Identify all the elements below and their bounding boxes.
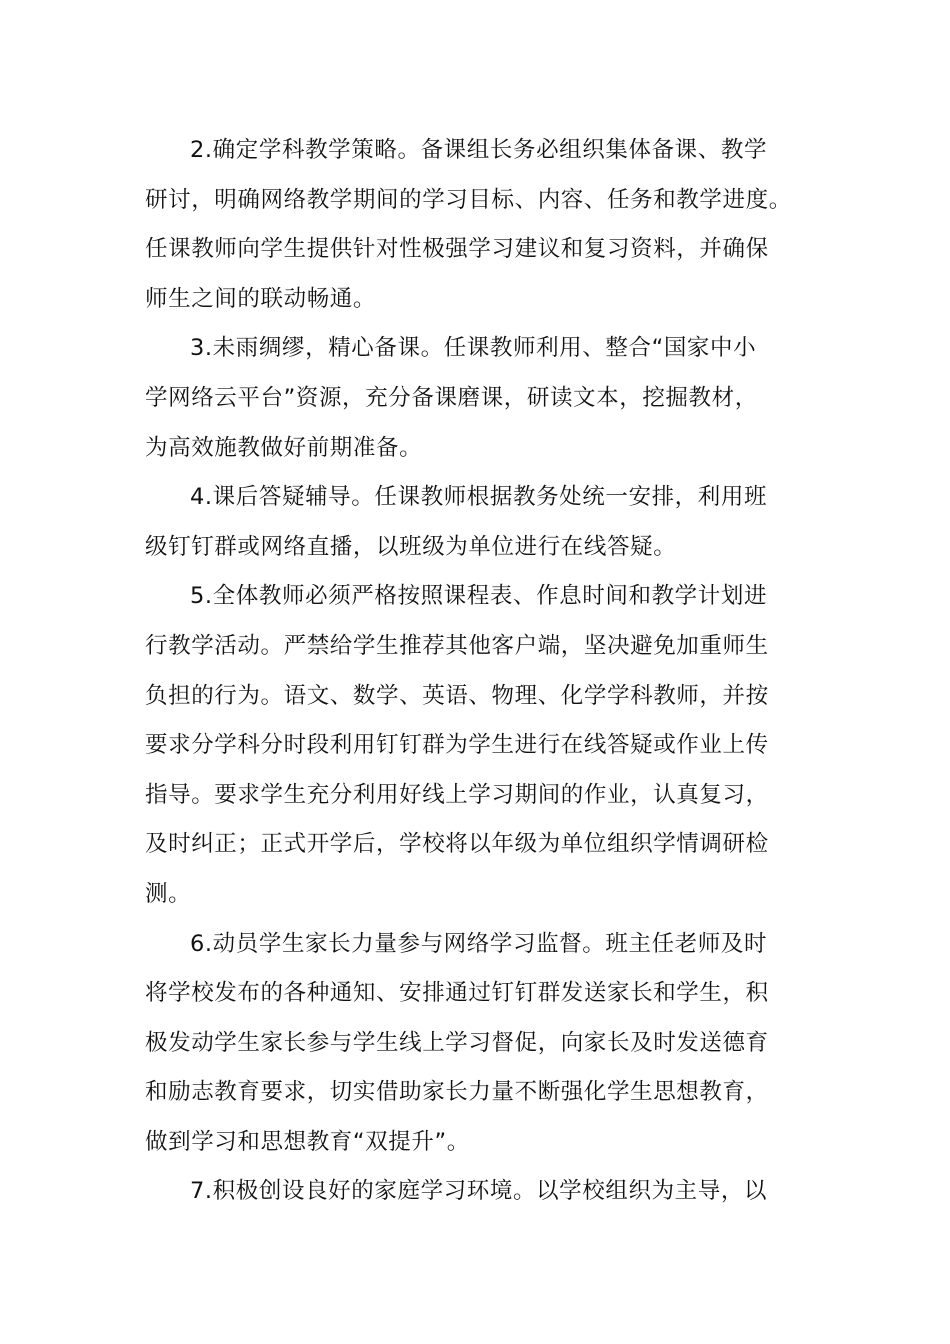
paragraph-3 [145,473,810,572]
text-line: 7.积极创设良好的家庭学习环境。以学校组织为主导，以 [190,1178,768,1205]
text-line: 将学校发布的各种通知、安排通过钉钉群发送家长和学生，积 [145,980,769,1007]
text-line: 及时纠正；正式开学后，学校将以年级为单位组织学情调研检 [145,831,769,858]
paragraph-6 [145,1167,810,1217]
text-line: 指导。要求学生充分利用好线上学习期间的作业，认真复习， [145,781,769,808]
text-line: 2.确定学科教学策略。备课组长务必组织集体备课、教学 [190,137,768,163]
text-line: 4.课后答疑辅导。任课教师根据教务处统一安排，利用班 [190,484,768,511]
paragraph-2 [145,324,810,473]
text-line: 行教学活动。严禁给学生推荐其他客户端，坚决避免加重师生 [145,632,769,659]
text-line: 和励志教育要求，切实借助家长力量不断强化学生思想教育， [145,1079,769,1106]
paragraph-1 [145,126,810,324]
text-line: 做到学习和思想教育“双提升”。 [145,1128,470,1155]
text-line: 学网络云平台”资源，充分备课磨课，研读文本，挖掘教材， [145,384,758,411]
text-line: 师生之间的联动畅通。 [145,285,377,312]
paragraph-4 [145,572,810,919]
text-line: 极发动学生家长参与学生线上学习督促，向家长及时发送德育 [145,1029,769,1056]
text-line: 测。 [145,880,192,907]
text-line: 5.全体教师必须严格按照课程表、作息时间和教学计划进 [190,583,768,610]
document-body [145,126,810,1217]
text-line: 要求分学科分时段利用钉钉群为学生进行在线答疑或作业上传 [145,732,769,759]
text-line: 级钉钉群或网络直播，以班级为单位进行在线答疑。 [145,533,677,560]
text-line: 任课教师向学生提供针对性极强学习建议和复习资料，并确保 [145,236,769,263]
text-line: 负担的行为。语文、数学、英语、物理、化学学科教师，并按 [145,682,769,709]
text-line: 研讨，明确网络教学期间的学习目标、内容、任务和教学进度。 [145,186,792,213]
text-line: 6.动员学生家长力量参与网络学习监督。班主任老师及时 [190,930,768,957]
paragraph-5 [145,920,810,1168]
text-line: 为高效施教做好前期准备。 [145,434,423,461]
text-line: 3.未雨绸缪，精心备课。任课教师利用、整合“国家中小 [190,335,757,362]
